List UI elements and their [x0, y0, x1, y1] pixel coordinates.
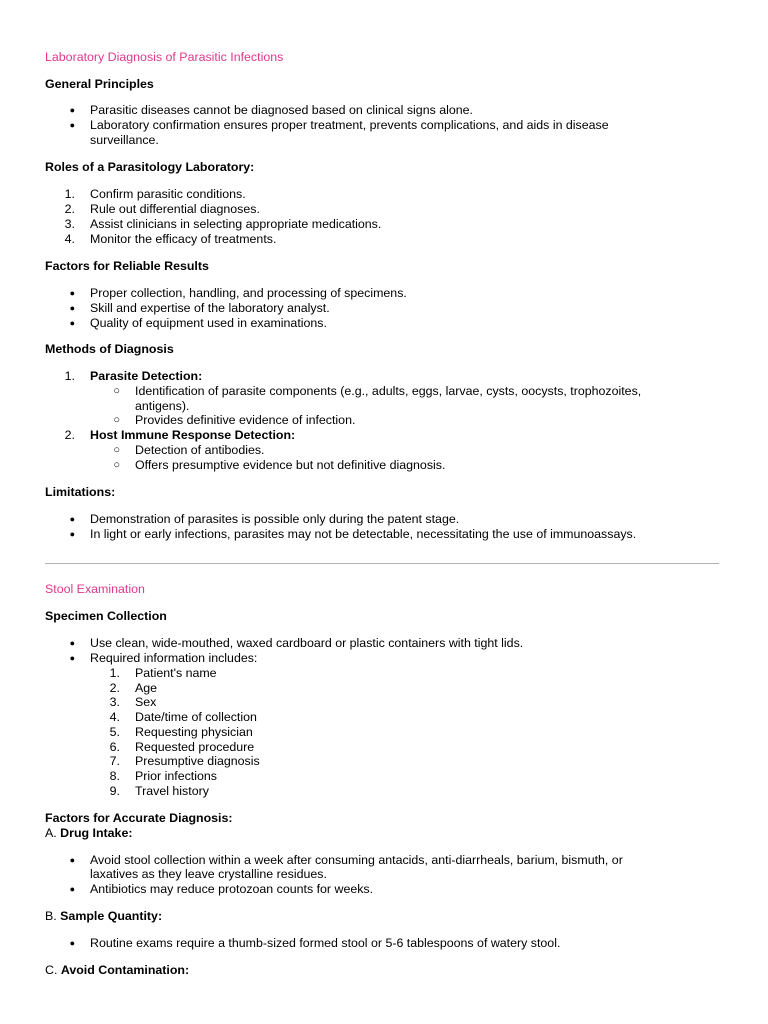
- list-number: 2.: [109, 681, 120, 695]
- horizontal-divider: [45, 563, 719, 564]
- sub-list-item-text: Presumptive diagnosis: [135, 754, 260, 768]
- sub-list-item-continuation: antigens).: [135, 399, 190, 413]
- subheading-avoid-contamination: [45, 963, 189, 978]
- heading-factors-reliable: Factors for Reliable Results: [45, 259, 209, 273]
- list-number: 1.: [64, 369, 75, 383]
- list-number: 1.: [64, 187, 75, 201]
- list-item-text: Proper collection, handling, and processing of specimens.: [90, 286, 407, 300]
- sub-list-item-text: Requesting physician: [135, 725, 253, 739]
- subheading-title: Avoid Contamination:: [60, 963, 190, 977]
- sub-list-item-text: Patient's name: [135, 666, 217, 680]
- list-item-text: Monitor the efficacy of treatments.: [90, 232, 277, 246]
- list-number: 5.: [109, 725, 120, 739]
- bullet-icon: ●: [69, 120, 75, 130]
- sub-list-item-text: Prior infections: [135, 769, 217, 783]
- sub-list-item-text: Offers presumptive evidence but not definitive diagnosis.: [135, 458, 446, 472]
- bullet-icon: ●: [69, 318, 75, 328]
- list-number: 3.: [109, 695, 120, 709]
- subheading-prefix: B.: [45, 909, 57, 923]
- sub-list-item-text: Provides definitive evidence of infection.: [135, 413, 356, 427]
- list-item-text: Routine exams require a thumb-sized formed stool or 5-6 tablespoons of watery stool.: [90, 936, 561, 950]
- bullet-icon: ●: [69, 529, 75, 539]
- circle-bullet-icon: ○: [113, 414, 120, 426]
- subheading-sample-quantity: [45, 909, 162, 924]
- list-item-text: Antibiotics may reduce protozoan counts for weeks.: [90, 882, 374, 896]
- heading-accurate-diagnosis: Factors for Accurate Diagnosis:: [45, 811, 233, 825]
- circle-bullet-icon: ○: [113, 459, 120, 471]
- list-item-text: Parasitic diseases cannot be diagnosed based on clinical signs alone.: [90, 103, 473, 117]
- subheading-prefix: C.: [45, 963, 58, 977]
- circle-bullet-icon: ○: [113, 385, 120, 397]
- list-number: 7.: [109, 754, 120, 768]
- sub-list-item-text: Date/time of collection: [135, 710, 257, 724]
- list-number: 4.: [64, 232, 75, 246]
- list-item-text: Use clean, wide-mouthed, waxed cardboard or plastic containers with tight lids.: [90, 636, 524, 650]
- list-number: 2.: [64, 428, 75, 442]
- list-number: 2.: [64, 202, 75, 216]
- bullet-icon: ●: [69, 105, 75, 115]
- method-title: Parasite Detection:: [90, 369, 203, 383]
- bullet-icon: ●: [69, 884, 75, 894]
- list-item-text: In light or early infections, parasites may not be detectable, necessitating the use of immunoassays.: [90, 527, 637, 541]
- subheading-title: Drug Intake:: [60, 826, 133, 840]
- list-item-text: Required information includes:: [90, 651, 258, 665]
- list-number: 9.: [109, 784, 120, 798]
- subheading-drug-intake: [45, 826, 132, 841]
- list-number: 3.: [64, 217, 75, 231]
- list-item-text: Laboratory confirmation ensures proper treatment, prevents complications, and aids in disease: [90, 118, 609, 132]
- sub-list-item-text: Detection of antibodies.: [135, 443, 265, 457]
- heading-methods: Methods of Diagnosis: [45, 342, 174, 356]
- sub-list-item-text: Sex: [135, 695, 157, 709]
- list-item-text: Confirm parasitic conditions.: [90, 187, 246, 201]
- list-item-text: Quality of equipment used in examinations.: [90, 316, 327, 330]
- subheading-title: Sample Quantity:: [60, 909, 163, 923]
- list-item-text: Assist clinicians in selecting appropriate medications.: [90, 217, 382, 231]
- list-item-text: Demonstration of parasites is possible only during the patent stage.: [90, 512, 460, 526]
- list-item-continuation: laxatives as they leave crystalline residues.: [90, 867, 327, 881]
- list-item-text: Avoid stool collection within a week after consuming antacids, anti-diarrheals, barium, bismuth, or: [90, 853, 623, 867]
- method-title: Host Immune Response Detection:: [90, 428, 296, 442]
- heading-specimen-collection: Specimen Collection: [45, 609, 167, 623]
- heading-limitations: Limitations:: [45, 485, 116, 499]
- bullet-icon: ●: [69, 653, 75, 663]
- heading-roles: Roles of a Parasitology Laboratory:: [45, 160, 255, 174]
- list-number: 6.: [109, 740, 120, 754]
- list-number: 1.: [109, 666, 120, 680]
- bullet-icon: ●: [69, 638, 75, 648]
- sub-list-item-text: Travel history: [135, 784, 209, 798]
- circle-bullet-icon: ○: [113, 444, 120, 456]
- heading-general-principles: General Principles: [45, 77, 154, 91]
- bullet-icon: ●: [69, 288, 75, 298]
- bullet-icon: ●: [69, 855, 75, 865]
- list-number: 8.: [109, 769, 120, 783]
- section-title-lab-diagnosis: Laboratory Diagnosis of Parasitic Infections: [45, 50, 284, 64]
- list-number: 4.: [109, 710, 120, 724]
- section-title-stool-examination: Stool Examination: [45, 582, 145, 596]
- list-item-text: Rule out differential diagnoses.: [90, 202, 260, 216]
- sub-list-item-text: Age: [135, 681, 158, 695]
- bullet-icon: ●: [69, 514, 75, 524]
- bullet-icon: ●: [69, 303, 75, 313]
- list-item-continuation: surveillance.: [90, 133, 159, 147]
- bullet-icon: ●: [69, 938, 75, 948]
- list-item-text: Skill and expertise of the laboratory analyst.: [90, 301, 330, 315]
- sub-list-item-text: Identification of parasite components (e.g., adults, eggs, larvae, cysts, oocysts, trophozoites,: [135, 384, 642, 398]
- subheading-prefix: A.: [45, 826, 57, 840]
- sub-list-item-text: Requested procedure: [135, 740, 255, 754]
